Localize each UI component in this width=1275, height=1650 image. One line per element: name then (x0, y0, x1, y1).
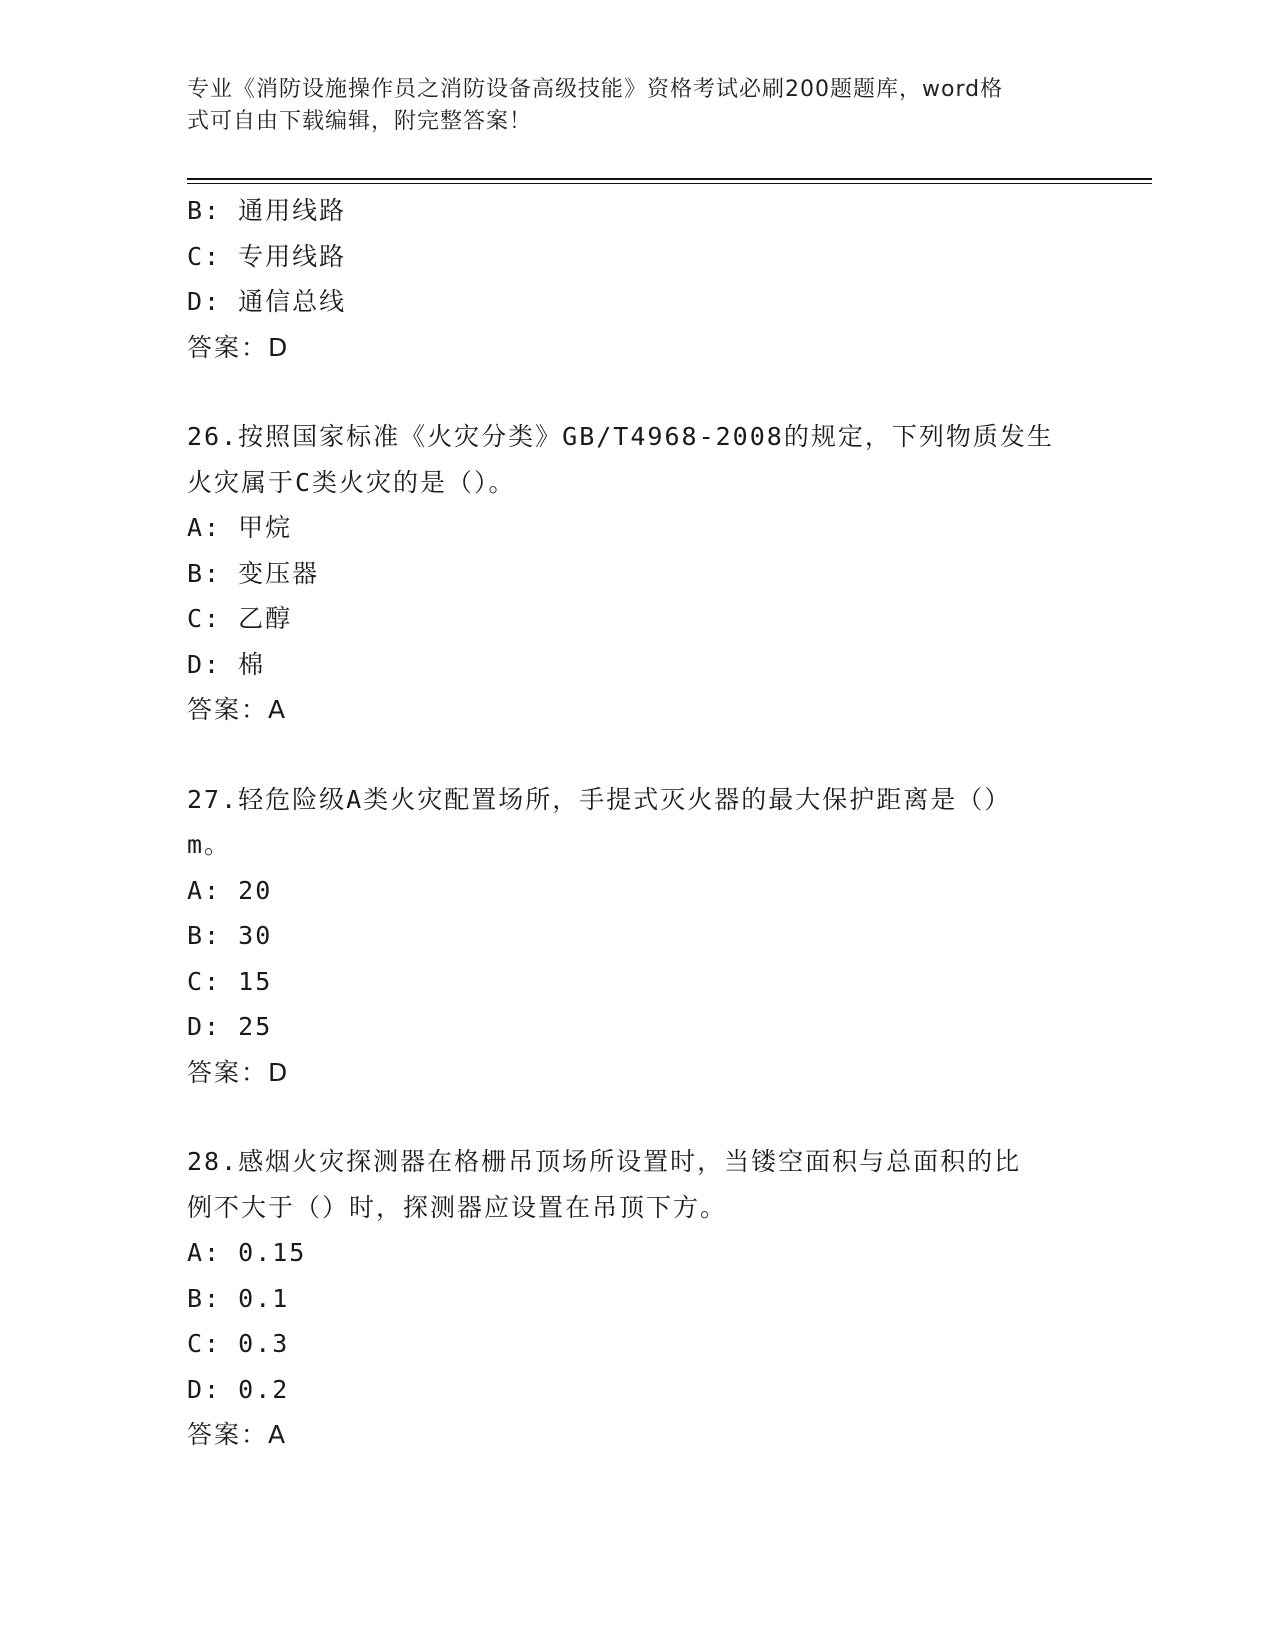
question-block-28 (187, 1139, 1087, 1458)
option-c: C: 0.3 (187, 1329, 290, 1358)
option-c: C: 专用线路 (187, 241, 347, 271)
question-text (187, 777, 1067, 868)
option-b: B: 变压器 (187, 558, 320, 588)
header-line-1: 专业《消防设施操作员之消防设备高级技能》资格考试必刷200题题库，word格 (187, 77, 1004, 102)
answer-label: 答案：A (187, 695, 288, 724)
option-d: D: 棉 (187, 649, 266, 679)
question-text-line-2: m。 (187, 830, 232, 859)
option-b: B: 30 (187, 921, 273, 950)
answer-label: 答案：D (187, 1057, 290, 1087)
option-d: D: 通信总线 (187, 287, 347, 316)
option-b: B: 通用线路 (187, 196, 347, 225)
option-c: C: 15 (187, 966, 273, 996)
option-a: A: 0.15 (187, 1238, 307, 1267)
option-c: C: 乙醇 (187, 604, 293, 633)
header-divider-thick (187, 178, 1152, 180)
document-header (187, 74, 1067, 138)
question-block-25 (187, 188, 1087, 370)
question-text-line-2: 例不大于（）时，探测器应设置在吊顶下方。 (187, 1192, 728, 1222)
option-b: B: 0.1 (187, 1283, 290, 1313)
answer-label: 答案：D (187, 332, 290, 362)
question-text-line-1: 27.轻危险级A类火灾配置场所，手提式灭火器的最大保护距离是（） (187, 784, 1012, 814)
question-list (187, 188, 1087, 1458)
option-a: A: 甲烷 (187, 513, 293, 542)
option-d: D: 25 (187, 1012, 273, 1041)
question-text (187, 414, 1067, 505)
question-text-line-2: 火灾属于C类火灾的是（）。 (187, 467, 516, 497)
question-text-line-1: 26.按照国家标准《火灾分类》GB/T4968-2008的规定，下列物质发生 (187, 422, 1054, 451)
question-block-27 (187, 777, 1087, 1096)
option-a: A: 20 (187, 875, 273, 905)
question-text-line-1: 28.感烟火灾探测器在格栅吊顶场所设置时，当镂空面积与总面积的比 (187, 1147, 1022, 1176)
header-line-2: 式可自由下载编辑，附完整答案！ (187, 109, 533, 134)
answer-label: 答案：A (187, 1420, 288, 1449)
question-block-26 (187, 414, 1087, 733)
header-divider-thin (187, 183, 1152, 184)
question-text (187, 1139, 1067, 1230)
option-d: D: 0.2 (187, 1374, 290, 1404)
